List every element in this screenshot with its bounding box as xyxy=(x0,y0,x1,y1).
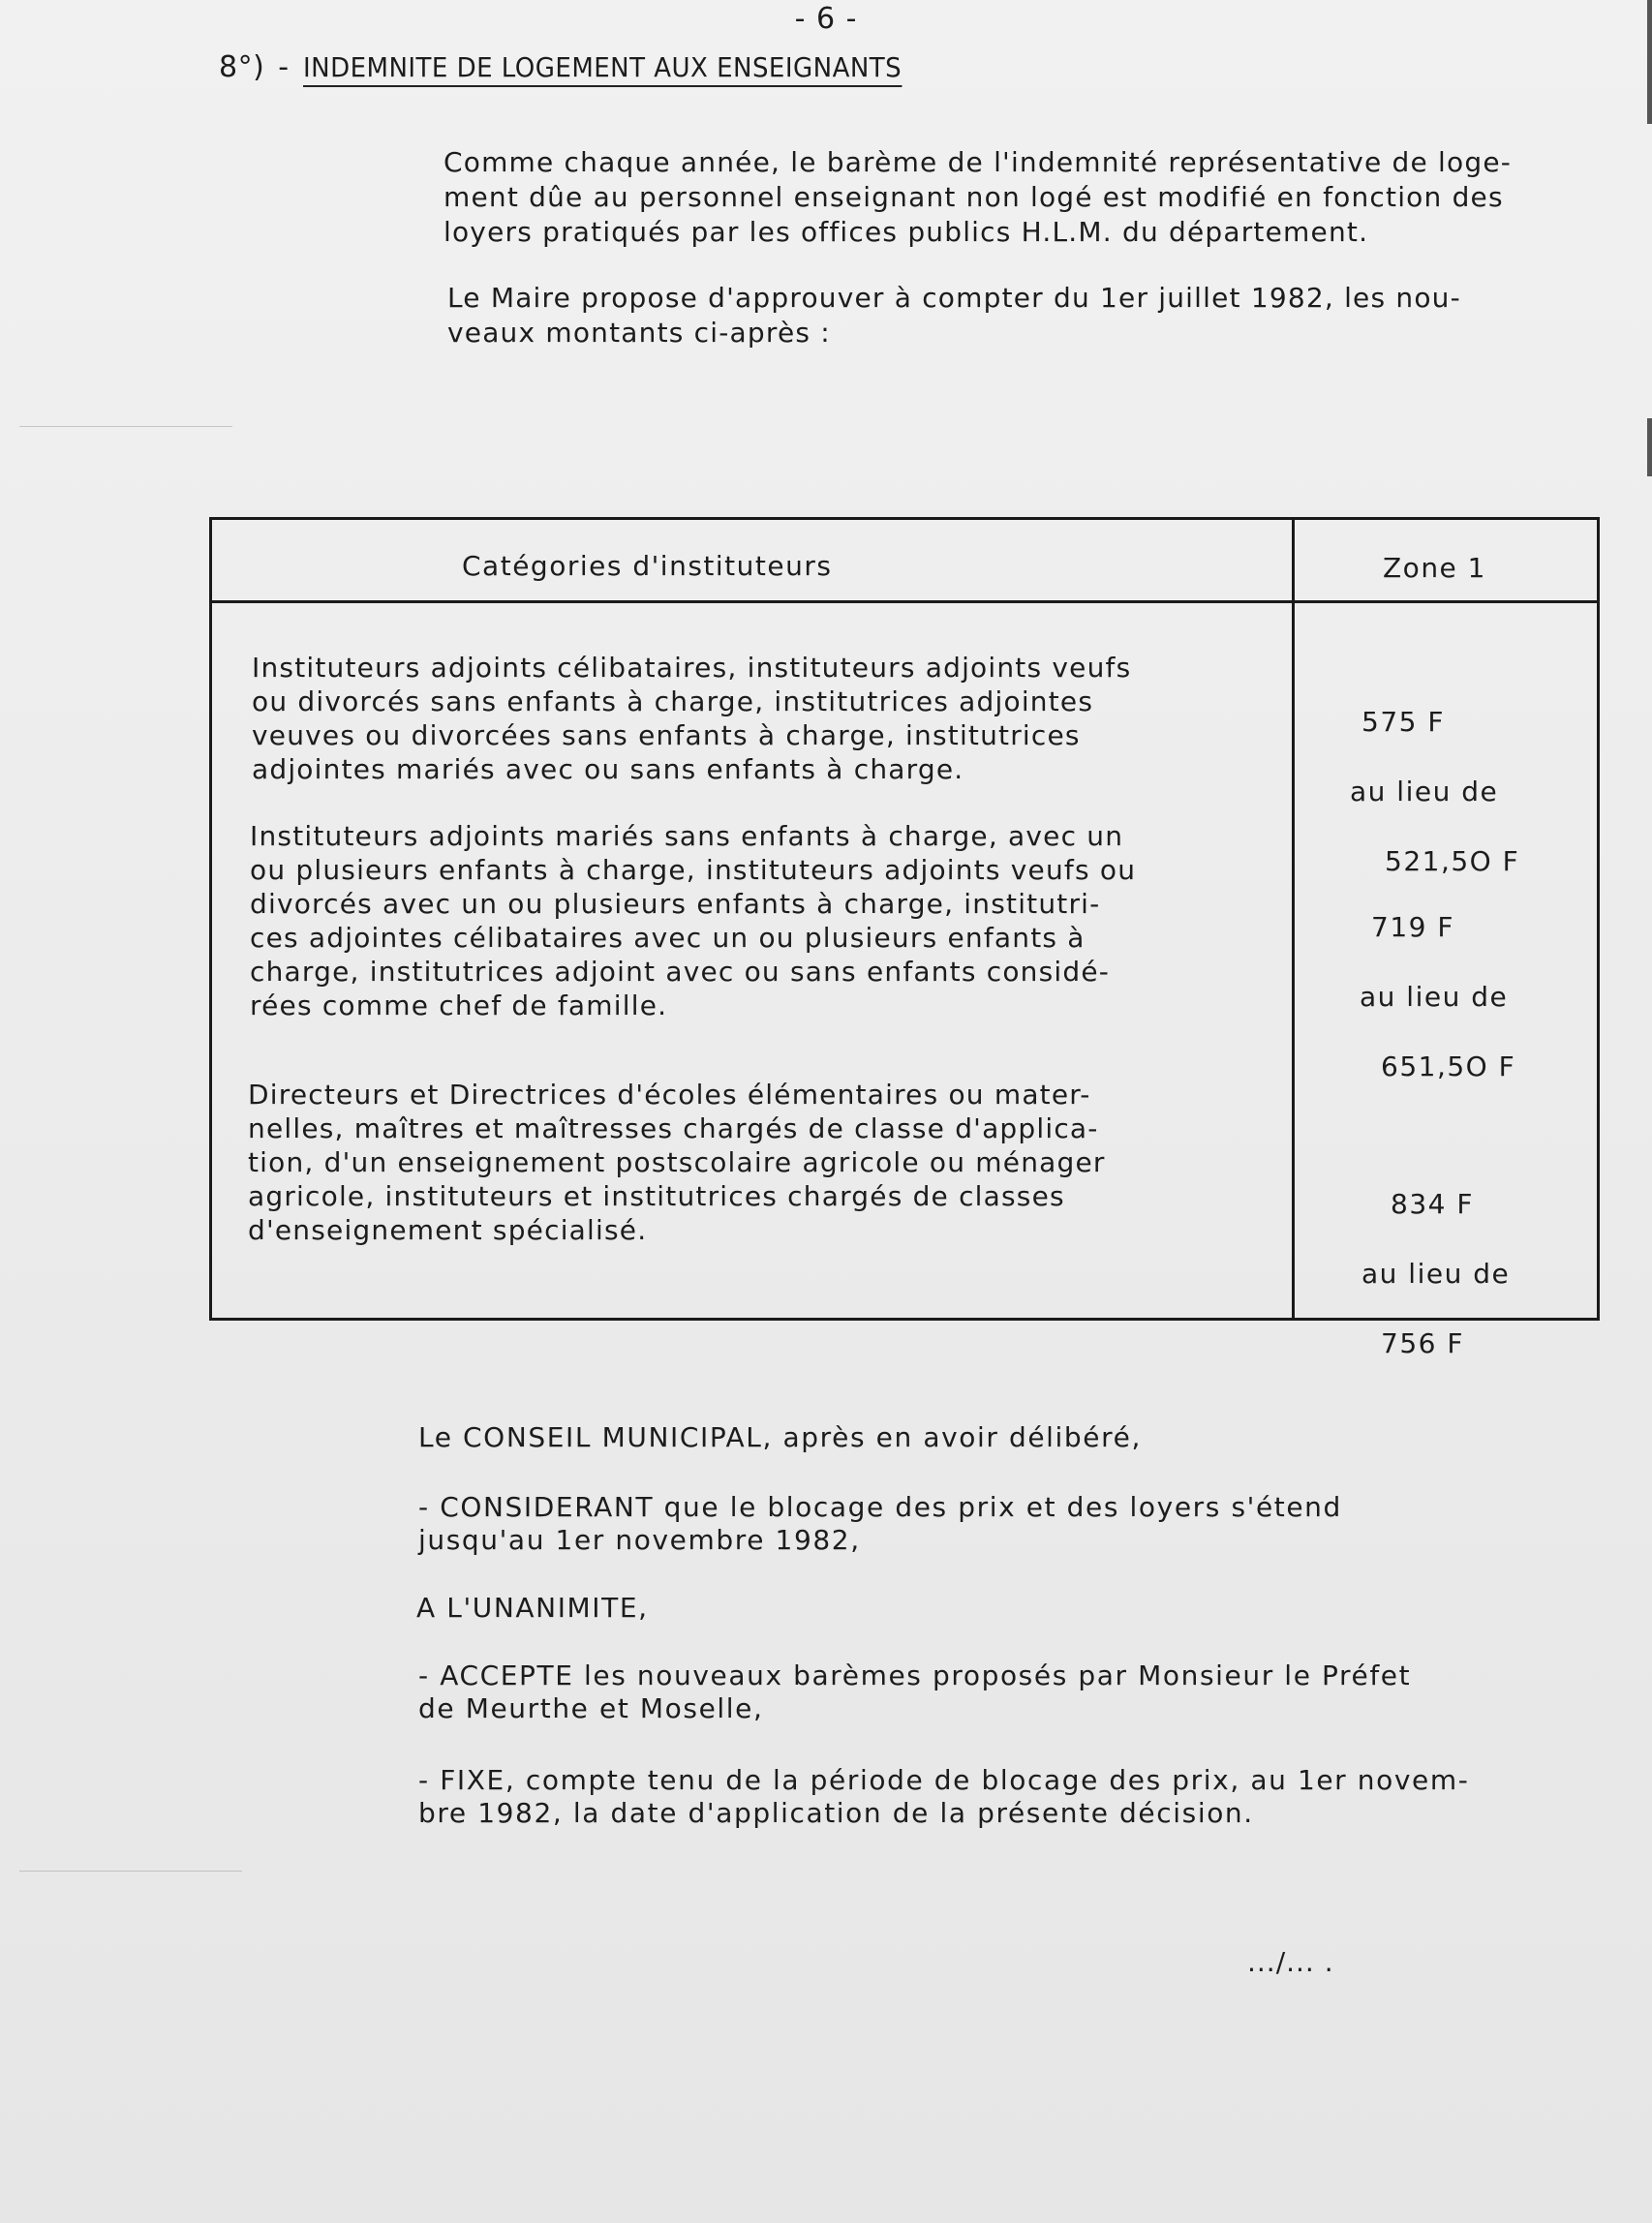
amount-new: 834 F xyxy=(1391,1188,1474,1220)
page-number: - 6 - xyxy=(794,2,858,36)
table-header-zone: Zone 1 xyxy=(1383,552,1486,584)
table-row-amount xyxy=(1321,1152,1553,1396)
table-row-category: Instituteurs adjoints célibataires, instituteurs adjoints veufs ou divorcés sans enfants à charge, institutrices adjointes veuves ou divorcées sans enfants à charge, institutrices adjointes mariés avec ou sans enfants à charge. xyxy=(252,652,1132,785)
amount-label: au lieu de xyxy=(1360,981,1509,1013)
amount-old: 521,5O F xyxy=(1385,845,1520,877)
unanimity-statement: A L'UNANIMITE, xyxy=(416,1592,649,1624)
amount-label: au lieu de xyxy=(1350,776,1499,807)
section-title: INDEMNITE DE LOGEMENT AUX ENSEIGNANTS xyxy=(303,51,902,87)
intro-paragraph: Comme chaque année, le barème de l'indemnité représentative de loge- ment dûe au personnel enseignant non logé est modifié en fonction des loyers pratiqués par les offices publics H.L.M. du département. xyxy=(444,146,1513,248)
considering-clause: - CONSIDERANT que le blocage des prix et des loyers s'étend jusqu'au 1er novembre 1982, xyxy=(418,1491,1342,1556)
accepts-clause: - ACCEPTE les nouveaux barèmes proposés par Monsieur le Préfet de Meurthe et Moselle, xyxy=(418,1660,1412,1724)
table-header-divider xyxy=(209,600,1600,603)
scan-artifact-line xyxy=(19,1871,242,1872)
continuation-mark: .../... . xyxy=(1247,1946,1334,1978)
amount-label: au lieu de xyxy=(1361,1258,1511,1290)
table-row-category: Instituteurs adjoints mariés sans enfants à charge, avec un ou plusieurs enfants à charge, instituteurs adjoints veufs ou divorcés avec un ou plusieurs enfants à charge, institutri- ces adjointes célibataires avec un ou plusieurs enfants à charge, institutrices adjoint avec ou sans enfants considé- rées comme chef de famille. xyxy=(250,820,1137,1021)
council-deliberation: Le CONSEIL MUNICIPAL, après en avoir délibéré, xyxy=(418,1421,1142,1453)
amount-old: 651,5O F xyxy=(1381,1051,1516,1082)
fixes-clause: - FIXE, compte tenu de la période de blocage des prix, au 1er novem- bre 1982, la date d'application de la présente décision. xyxy=(418,1764,1470,1829)
scan-artifact-line xyxy=(19,426,232,427)
table-row-category: Directeurs et Directrices d'écoles élémentaires ou mater- nelles, maîtres et maîtresses chargés de classe d'applica- tion, d'un enseignement postscolaire agricole ou ménager agricole, instituteurs et institutrices chargés de classes d'enseignement spécialisé. xyxy=(248,1079,1106,1246)
section-dash: - xyxy=(278,50,290,84)
amount-new: 719 F xyxy=(1371,911,1454,943)
section-heading xyxy=(219,50,946,87)
amount-new: 575 F xyxy=(1361,706,1445,738)
proposal-paragraph: Le Maire propose d'approuver à compter du 1er juillet 1982, les nou- veaux montants ci-après : xyxy=(447,282,1461,349)
table-column-divider xyxy=(1292,517,1295,1321)
amount-old: 756 F xyxy=(1381,1327,1464,1359)
table-row-amount xyxy=(1321,875,1553,1119)
table-header-category: Catégories d'instituteurs xyxy=(462,550,833,582)
scan-edge-mark xyxy=(1647,418,1652,476)
section-number: 8°) xyxy=(219,50,265,84)
